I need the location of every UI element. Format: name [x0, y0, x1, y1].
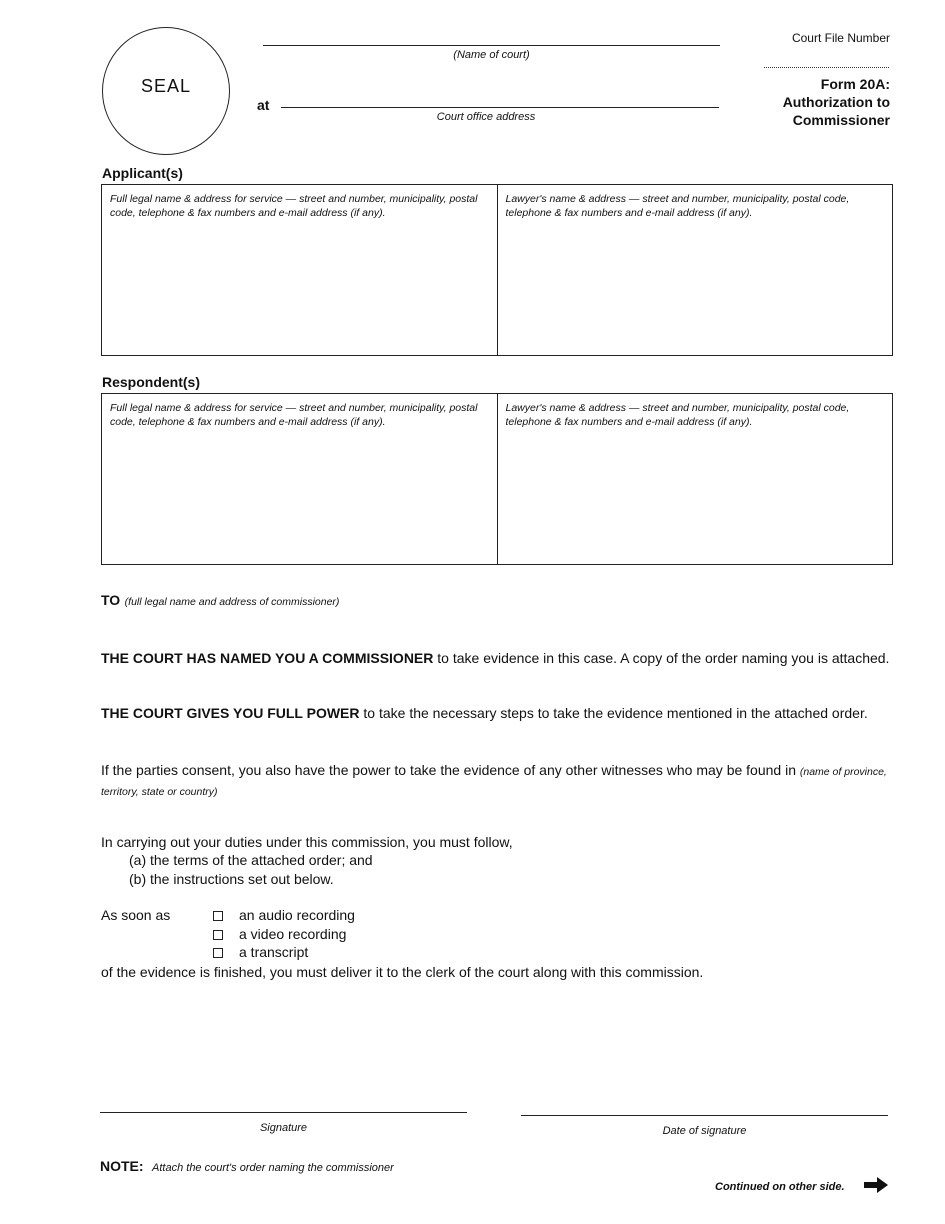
note-line — [100, 1158, 394, 1176]
applicant-info-field[interactable] — [102, 185, 497, 355]
court-file-number-field[interactable] — [764, 67, 889, 68]
court-file-number-label: Court File Number — [791, 31, 890, 45]
paragraph-commissioner-named — [101, 649, 893, 667]
duties-intro: In carrying out your duties under this commission, you must follow, — [101, 834, 513, 850]
date-signature-line[interactable] — [521, 1115, 888, 1116]
applicants-label: Applicant(s) — [102, 165, 183, 181]
date-signature-caption: Date of signature — [662, 1125, 747, 1137]
respondent-lawyer-field[interactable] — [497, 394, 893, 564]
continued-label: Continued on other side. — [715, 1181, 845, 1193]
duty-a: (a) the terms of the attached order; and — [129, 852, 373, 868]
form-title-line2: Commissioner — [792, 112, 890, 128]
p2-bold: THE COURT GIVES YOU FULL POWER — [101, 705, 360, 721]
seal-label: SEAL — [140, 76, 192, 96]
transcript-label: a transcript — [239, 944, 309, 960]
form-number: Form 20A: — [820, 76, 890, 92]
video-recording-checkbox[interactable] — [213, 930, 223, 940]
paragraph-other-witnesses — [101, 761, 893, 801]
p2-rest: to take the necessary steps to take the evidence mentioned in the attached order. — [359, 705, 868, 721]
note-label: NOTE: — [100, 1158, 144, 1174]
court-office-address-line[interactable] — [281, 107, 719, 108]
form-title-line1: Authorization to — [782, 94, 890, 110]
note-text: Attach the court's order naming the commissioner — [152, 1162, 394, 1174]
p3-text: If the parties consent, you also have the power to take the evidence of any other witnesses who may be found in — [101, 762, 800, 778]
at-label: at — [257, 97, 270, 113]
respondents-box — [101, 393, 893, 565]
audio-recording-label: an audio recording — [239, 907, 355, 923]
court-office-caption: Court office address — [436, 111, 536, 123]
court-name-caption: (Name of court) — [453, 49, 530, 61]
signature-line[interactable] — [100, 1112, 467, 1113]
signature-caption: Signature — [259, 1122, 308, 1134]
court-name-line[interactable] — [263, 45, 720, 46]
applicant-lawyer-field[interactable] — [497, 185, 893, 355]
to-line — [101, 592, 339, 610]
applicant-lawyer-caption: Lawyer's name & address — street and number, municipality, postal code, telephone & fax numbers and e-mail address (if any). — [505, 193, 850, 219]
audio-recording-checkbox[interactable] — [213, 911, 223, 921]
applicant-info-caption: Full legal name & address for service — street and number, municipality, postal code, telephone & fax numbers and e-mail address (if any). — [110, 193, 478, 219]
p1-rest: to take evidence in this case. A copy of the order naming you is attached. — [433, 650, 890, 666]
transcript-checkbox[interactable] — [213, 948, 223, 958]
arrow-right-icon — [864, 1177, 888, 1193]
as-soon-as-label: As soon as — [101, 907, 171, 923]
p1-bold: THE COURT HAS NAMED YOU A COMMISSIONER — [101, 650, 434, 666]
to-caption: (full legal name and address of commissioner) — [124, 596, 340, 608]
paragraph-full-power — [101, 704, 893, 722]
video-recording-label: a video recording — [239, 926, 347, 942]
to-label: TO — [101, 592, 121, 608]
respondent-info-caption: Full legal name & address for service — street and number, municipality, postal code, telephone & fax numbers and e-mail address (if any). — [110, 402, 478, 428]
p3-caption: (name of province, territory, state or country) — [101, 766, 887, 798]
delivery-closing: of the evidence is finished, you must deliver it to the clerk of the court along with this commission. — [101, 964, 704, 980]
applicants-box — [101, 184, 893, 356]
respondent-lawyer-caption: Lawyer's name & address — street and number, municipality, postal code, telephone & fax numbers and e-mail address (if any). — [505, 402, 850, 428]
seal-circle — [102, 27, 230, 155]
respondent-info-field[interactable] — [102, 394, 497, 564]
respondents-label: Respondent(s) — [102, 374, 200, 390]
duty-b: (b) the instructions set out below. — [129, 871, 334, 887]
